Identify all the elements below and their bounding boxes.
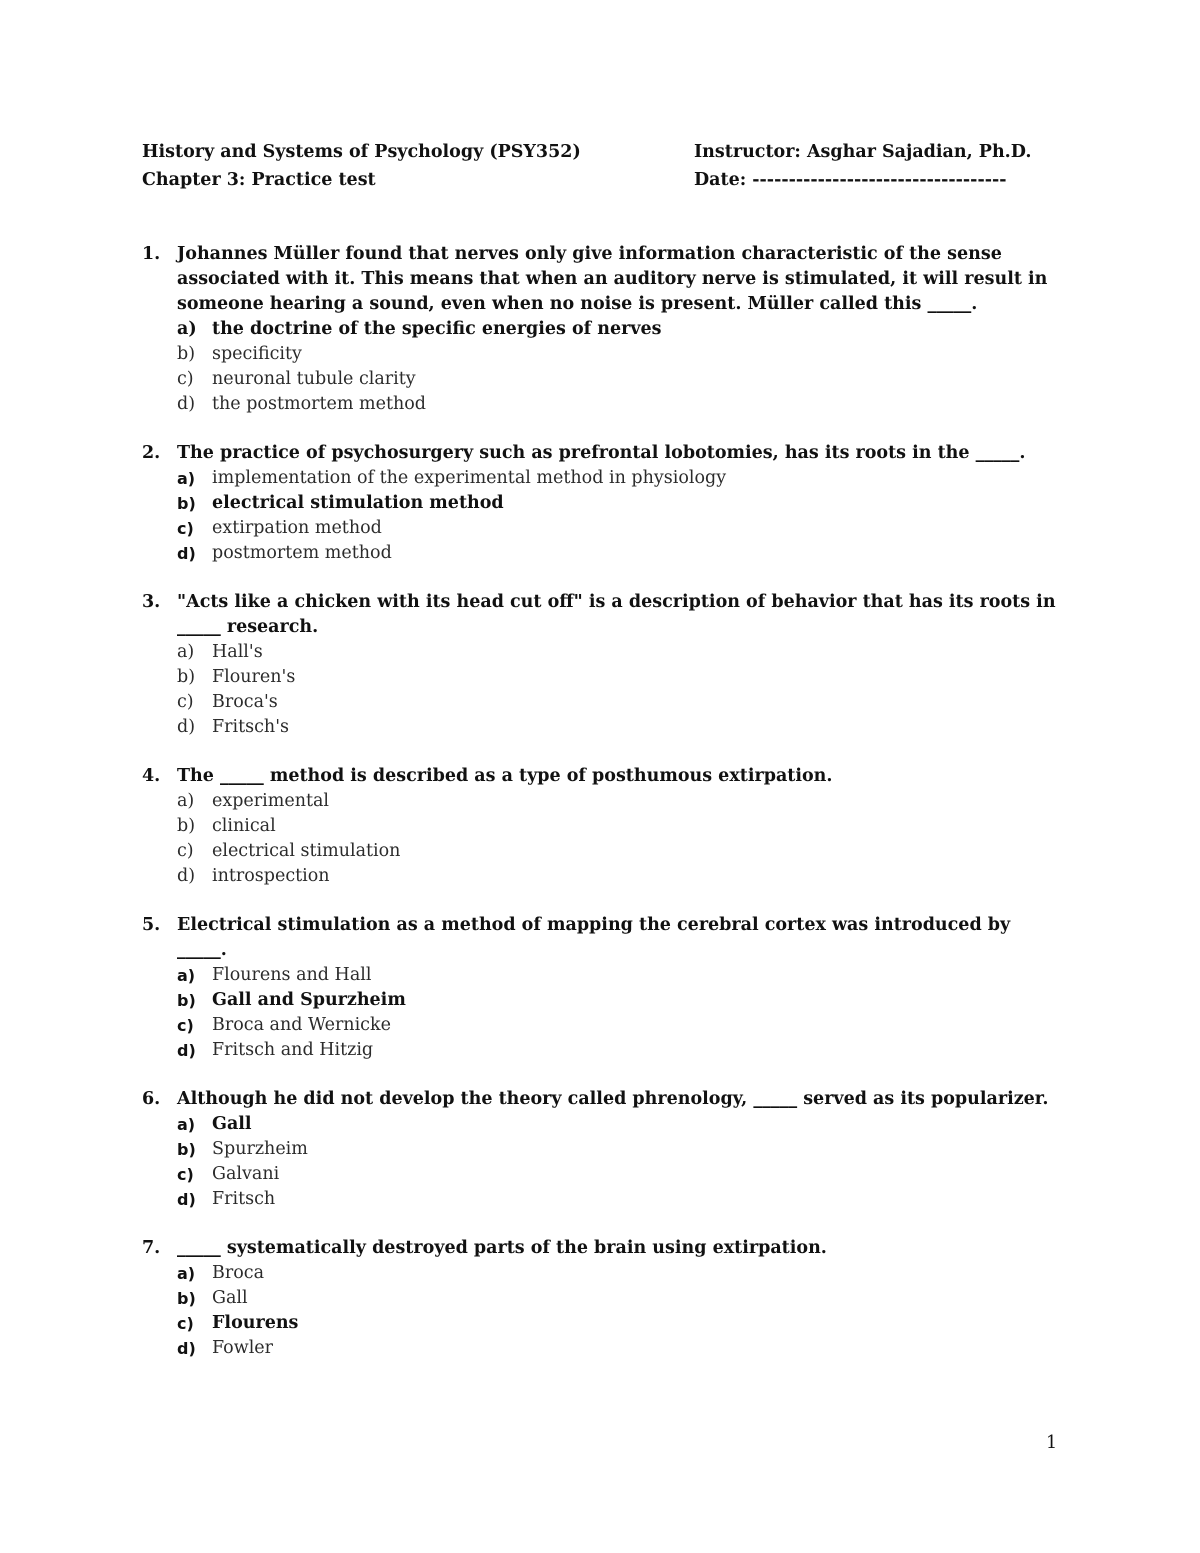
option-a [177, 640, 1062, 665]
option-label: d) [177, 394, 196, 414]
option-c [177, 690, 1062, 715]
option-label: a) [177, 469, 196, 488]
question-stem [142, 242, 1062, 317]
question-text: _____ systematically destroyed parts of the brain using extirpation. [177, 1238, 827, 1258]
option-text: Broca [212, 1263, 264, 1283]
option-text: Flourens and Hall [212, 965, 372, 985]
option-label: a) [177, 319, 197, 339]
option-text: the postmortem method [212, 394, 427, 414]
option-label: b) [177, 494, 196, 513]
option-text: electrical stimulation [212, 841, 401, 861]
option-a [177, 1112, 1062, 1137]
question-stem [142, 441, 1062, 466]
option-label: c) [177, 1314, 194, 1333]
page-number: 1 [1046, 1433, 1058, 1453]
option-b [177, 665, 1062, 690]
option-d [177, 392, 1062, 417]
option-a [177, 317, 1062, 342]
question-5 [142, 913, 1062, 1063]
question-number: 6. [142, 1089, 161, 1109]
option-label: d) [177, 717, 196, 737]
question-1 [142, 242, 1062, 417]
option-label: d) [177, 866, 196, 886]
option-a [177, 963, 1062, 988]
option-list [142, 640, 1062, 740]
option-text: the doctrine of the specific energies of nerves [212, 319, 662, 339]
option-text: implementation of the experimental method in physiology [212, 468, 727, 488]
option-text: experimental [212, 791, 330, 811]
option-text: electrical stimulation method [212, 493, 504, 513]
option-text: Flourens [212, 1313, 299, 1333]
question-number: 5. [142, 915, 161, 935]
question-stem [142, 764, 1062, 789]
question-stem [142, 913, 1062, 963]
option-c [177, 1311, 1062, 1336]
option-label: b) [177, 344, 196, 364]
option-d [177, 1336, 1062, 1361]
option-label: c) [177, 1165, 194, 1184]
option-text: introspection [212, 866, 330, 886]
option-label: b) [177, 991, 196, 1010]
question-text: The _____ method is described as a type of posthumous extirpation. [177, 766, 833, 786]
question-number: 4. [142, 766, 161, 786]
option-text: Fritsch's [212, 717, 289, 737]
option-label: b) [177, 667, 196, 687]
option-d [177, 864, 1062, 889]
option-label: d) [177, 544, 196, 563]
option-b [177, 491, 1062, 516]
option-c [177, 839, 1062, 864]
option-d [177, 715, 1062, 740]
option-text: Broca's [212, 692, 278, 712]
option-label: a) [177, 1264, 196, 1283]
question-text: "Acts like a chicken with its head cut off" is a description of behavior that has its roots in _____ research. [177, 592, 1056, 637]
option-b [177, 988, 1062, 1013]
option-label: c) [177, 841, 194, 861]
question-number: 1. [142, 244, 161, 264]
option-label: b) [177, 816, 196, 836]
option-text: Broca and Wernicke [212, 1015, 391, 1035]
question-text: The practice of psychosurgery such as prefrontal lobotomies, has its roots in the _____. [177, 443, 1026, 463]
option-label: c) [177, 519, 194, 538]
option-a [177, 466, 1062, 491]
option-text: Gall and Spurzheim [212, 990, 406, 1010]
date-line: Date: ----------------------------------- [694, 170, 1007, 190]
question-stem [142, 590, 1062, 640]
option-text: Spurzheim [212, 1139, 308, 1159]
option-d [177, 1038, 1062, 1063]
option-label: d) [177, 1041, 196, 1060]
question-2 [142, 441, 1062, 566]
question-text: Although he did not develop the theory called phrenology, _____ served as its popularizer. [177, 1089, 1049, 1109]
question-7 [142, 1236, 1062, 1361]
option-label: a) [177, 1115, 196, 1134]
option-text: Galvani [212, 1164, 280, 1184]
option-label: c) [177, 369, 194, 389]
option-label: b) [177, 1289, 196, 1308]
option-list [142, 317, 1062, 417]
question-text: Johannes Müller found that nerves only give information characteristic of the sense associated with it. This means that when an auditory nerve is stimulated, it will result in someone hearing a sound, even when no noise is present. Müller called this _____. [177, 244, 1048, 314]
question-text: Electrical stimulation as a method of mapping the cerebral cortex was introduced by _____. [177, 915, 1011, 960]
option-label: c) [177, 692, 194, 712]
option-text: Fritsch [212, 1189, 276, 1209]
option-label: d) [177, 1190, 196, 1209]
option-text: postmortem method [212, 543, 392, 563]
option-text: Flouren's [212, 667, 296, 687]
question-list [142, 242, 1062, 1385]
option-a [177, 789, 1062, 814]
option-list [142, 466, 1062, 566]
instructor-name: Instructor: Asghar Sajadian, Ph.D. [694, 142, 1032, 162]
option-text: specificity [212, 344, 302, 364]
option-label: c) [177, 1016, 194, 1035]
option-c [177, 1162, 1062, 1187]
option-label: d) [177, 1339, 196, 1358]
option-c [177, 516, 1062, 541]
question-4 [142, 764, 1062, 889]
option-text: Fowler [212, 1338, 274, 1358]
option-list [142, 963, 1062, 1063]
question-stem [142, 1087, 1062, 1112]
option-d [177, 541, 1062, 566]
option-list [142, 1261, 1062, 1361]
option-c [177, 1013, 1062, 1038]
option-list [142, 789, 1062, 889]
question-number: 3. [142, 592, 161, 612]
option-b [177, 1137, 1062, 1162]
question-number: 2. [142, 443, 161, 463]
option-label: a) [177, 642, 195, 662]
option-text: Gall [212, 1288, 248, 1308]
question-number: 7. [142, 1238, 161, 1258]
option-label: b) [177, 1140, 196, 1159]
option-b [177, 1286, 1062, 1311]
header-row-2 [142, 166, 1062, 194]
option-text: Fritsch and Hitzig [212, 1040, 374, 1060]
option-label: a) [177, 966, 196, 985]
option-b [177, 342, 1062, 367]
option-label: a) [177, 791, 195, 811]
option-text: neuronal tubule clarity [212, 369, 416, 389]
option-b [177, 814, 1062, 839]
question-stem [142, 1236, 1062, 1261]
option-a [177, 1261, 1062, 1286]
option-c [177, 367, 1062, 392]
document-header [142, 138, 1062, 194]
course-title: History and Systems of Psychology (PSY352) [142, 142, 581, 162]
question-6 [142, 1087, 1062, 1212]
chapter-title: Chapter 3: Practice test [142, 170, 376, 190]
option-text: Gall [212, 1114, 252, 1134]
option-text: Hall's [212, 642, 263, 662]
option-list [142, 1112, 1062, 1212]
option-text: clinical [212, 816, 276, 836]
question-3 [142, 590, 1062, 740]
option-text: extirpation method [212, 518, 382, 538]
option-d [177, 1187, 1062, 1212]
header-row-1 [142, 138, 1062, 166]
